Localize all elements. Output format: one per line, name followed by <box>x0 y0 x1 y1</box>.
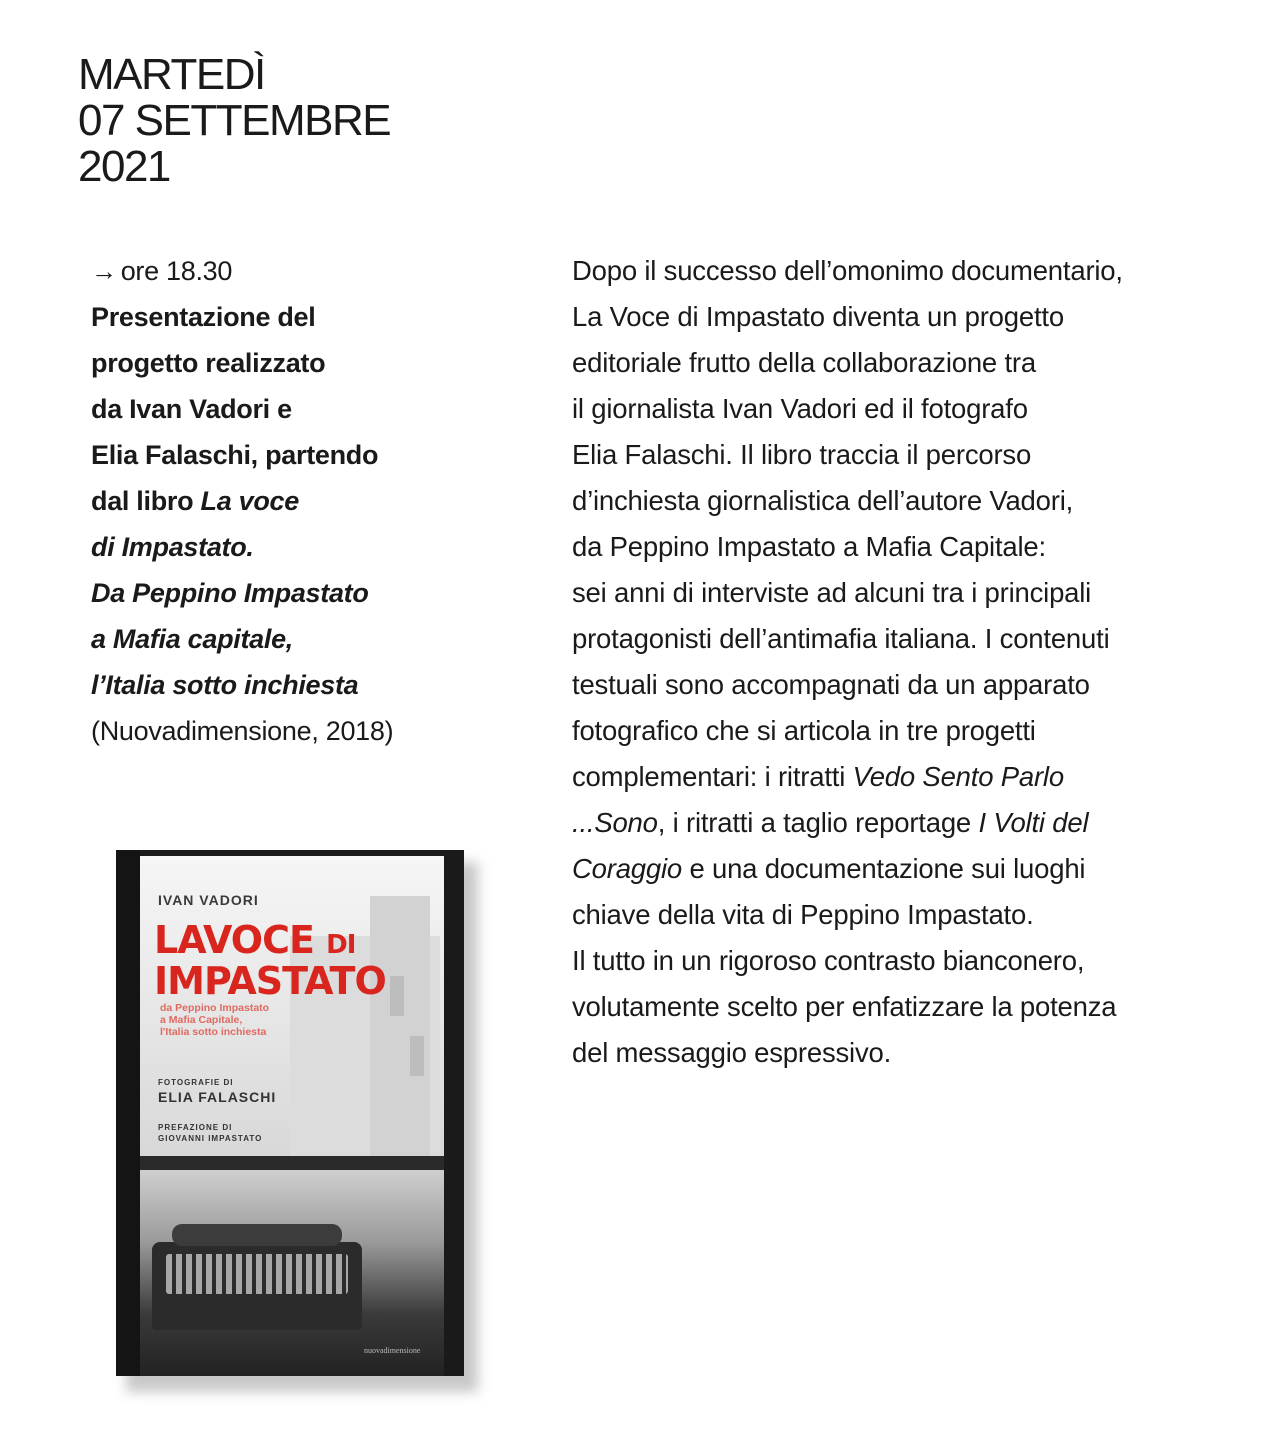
body-line: d’inchiesta giornalistica dell’autore Vadori, <box>572 485 1074 516</box>
event-date-heading <box>78 52 390 190</box>
cover-subtitle-line: a Mafia Capitale, <box>160 1014 243 1026</box>
body-line <box>572 846 1262 892</box>
cover-title-word: DI <box>326 930 356 960</box>
book-title-line: l’Italia sotto inchiesta <box>91 670 359 700</box>
series-title: ...Sono <box>572 807 658 838</box>
body-line: da Peppino Impastato a Mafia Capitale: <box>572 531 1046 562</box>
frame-top <box>116 850 464 856</box>
book-cover <box>116 850 464 1376</box>
event-desc-line: Presentazione del <box>91 302 316 332</box>
series-title: I Volti del <box>978 807 1089 838</box>
body-line: testuali sono accompagnati da un apparato <box>572 669 1090 700</box>
book-cover-subtitle <box>160 1002 269 1038</box>
book-title-line: Da Peppino Impastato <box>91 578 369 608</box>
body-line: Il tutto in un rigoroso contrasto bianconero, <box>572 945 1085 976</box>
series-title: Vedo Sento Parlo <box>852 761 1064 792</box>
event-desc-line: Elia Falaschi, partendo <box>91 440 379 470</box>
body-line <box>572 800 1262 846</box>
series-title: Coraggio <box>572 853 682 884</box>
event-time: ore 18.30 <box>120 256 233 286</box>
event-summary <box>91 248 511 754</box>
frame-right <box>444 850 464 1376</box>
cover-photographer: ELIA FALASCHI <box>158 1089 277 1105</box>
body-line: La Voce di Impastato diventa un progetto <box>572 301 1064 332</box>
cover-publisher: nuovadimensione <box>364 1346 421 1355</box>
cover-preface-label: PREFAZIONE DI <box>158 1123 233 1132</box>
arrow-right-icon: → <box>91 256 117 286</box>
body-line: fotografico che si articola in tre progetti <box>572 715 1036 746</box>
book-title-line: di Impastato. <box>91 532 254 562</box>
cover-title-word: VOCE <box>203 918 314 962</box>
body-line: sei anni di interviste ad alcuni tra i principali <box>572 577 1092 608</box>
body-text: e una documentazione sui luoghi <box>682 853 1086 884</box>
book-cover-title <box>154 918 386 1003</box>
book-title-fragment: La voce <box>200 486 299 516</box>
window-shape <box>410 1036 424 1076</box>
cover-title-word: IMPASTATO <box>154 959 386 1003</box>
body-text: complementari: i ritratti <box>572 761 853 792</box>
cover-subtitle-line: da Peppino Impastato <box>160 1002 270 1014</box>
cover-photo-label: FOTOGRAFIE DI <box>158 1078 234 1087</box>
body-line: del messaggio espressivo. <box>572 1037 892 1068</box>
book-publisher: (Nuovadimensione, 2018) <box>91 716 394 746</box>
typewriter-roll <box>172 1224 342 1246</box>
body-text: , i ritratti a taglio reportage <box>657 807 979 838</box>
book-author: IVAN VADORI <box>158 892 259 908</box>
event-desc-line: progetto realizzato <box>91 348 326 378</box>
event-body-text <box>572 248 1262 1076</box>
body-line: il giornalista Ivan Vadori ed il fotografo <box>572 393 1028 424</box>
date-weekday: MARTEDÌ <box>78 50 265 99</box>
body-line: volutamente scelto per enfatizzare la potenza <box>572 991 1117 1022</box>
date-year: 2021 <box>78 142 170 191</box>
body-line: Dopo il successo dell’omonimo documentario, <box>572 255 1123 286</box>
body-line <box>572 754 1262 800</box>
event-desc-text: dal libro <box>91 486 201 516</box>
body-line: protagonisti dell’antimafia italiana. I contenuti <box>572 623 1110 654</box>
body-line: Elia Falaschi. Il libro traccia il percorso <box>572 439 1032 470</box>
cover-subtitle-line: l'Italia sotto inchiesta <box>160 1026 267 1038</box>
typewriter-illustration <box>152 1242 362 1330</box>
cover-preface-author: GIOVANNI IMPASTATO <box>158 1134 263 1143</box>
event-desc-line: da Ivan Vadori e <box>91 394 292 424</box>
frame-left <box>116 850 140 1376</box>
event-time-line <box>91 248 511 294</box>
body-line: editoriale frutto della collaborazione tra <box>572 347 1036 378</box>
typewriter-keys <box>166 1254 348 1294</box>
date-day-month: 07 SETTEMBRE <box>78 96 391 145</box>
book-cover-image <box>116 850 464 1376</box>
event-desc-line <box>91 478 511 524</box>
book-title-line: a Mafia capitale, <box>91 624 293 654</box>
window-sill <box>140 1156 444 1170</box>
window-shape <box>390 976 404 1016</box>
body-line: chiave della vita di Peppino Impastato. <box>572 899 1034 930</box>
cover-title-word: LA <box>154 918 204 962</box>
